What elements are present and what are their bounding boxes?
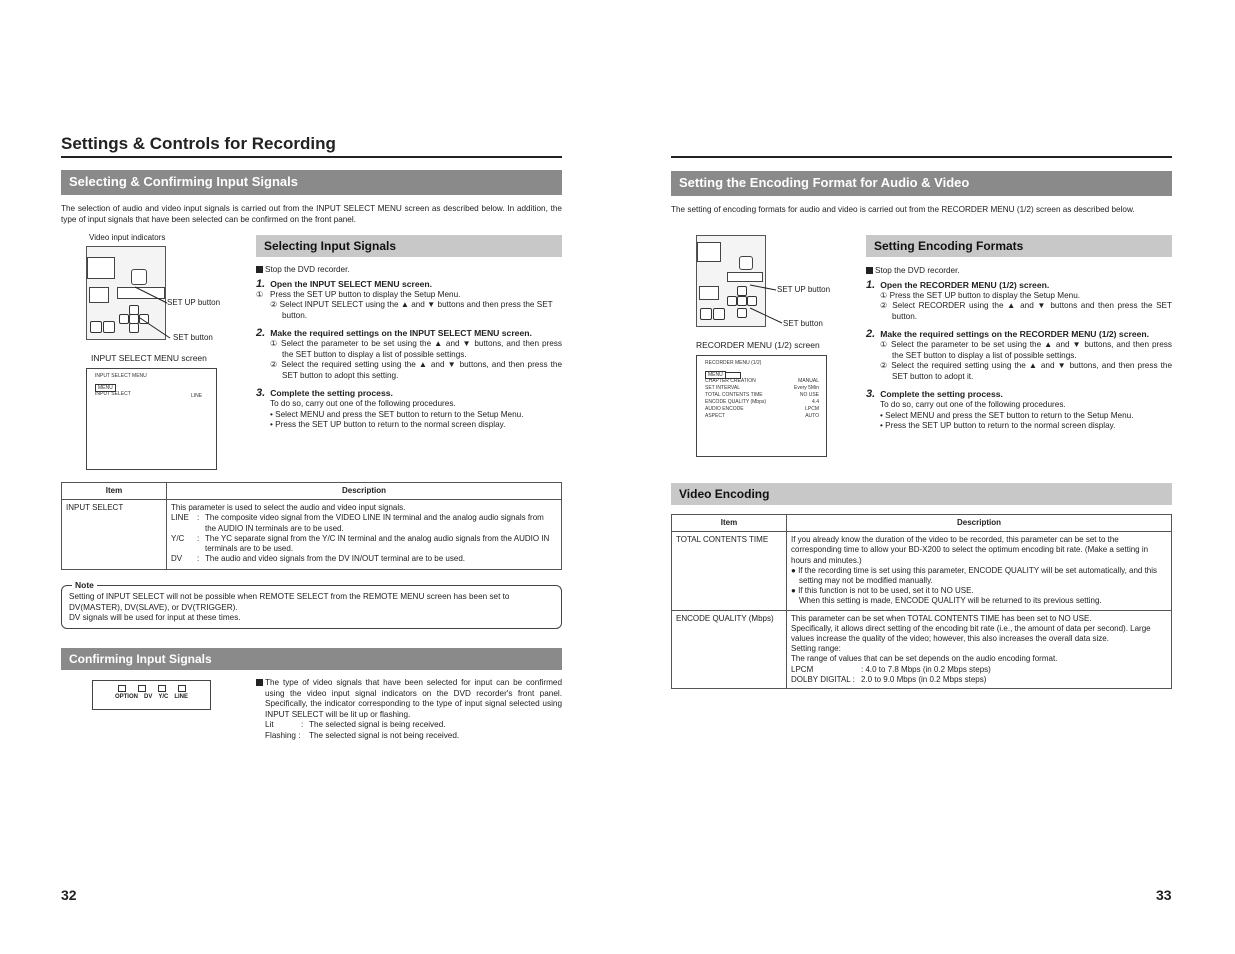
- table-desc: This parameter is used to select the audio and video input signals.: [171, 503, 406, 513]
- step3-b: Press the SET UP button to return to the normal screen display.: [885, 421, 1116, 430]
- bullet-square-icon: [256, 679, 263, 686]
- screen-title: INPUT SELECT MENU: [95, 373, 147, 379]
- screen-row-value: NO USE: [799, 392, 819, 398]
- set-button-label-right: SET button: [783, 319, 823, 328]
- step2-title: Make the required settings on the RECORDER MENU (1/2) screen.: [880, 329, 1150, 339]
- set-button-label: SET button: [173, 333, 213, 342]
- input-select-menu-screen: [86, 368, 217, 470]
- callout-lines: [130, 285, 175, 345]
- screen-row-key: AUDIO ENCODE: [705, 406, 744, 412]
- flash-value: The selected signal is not being received.: [309, 730, 460, 740]
- screen-row-key: ENCODE QUALITY (Mbps): [705, 399, 767, 405]
- lit-key: Lit: [265, 720, 274, 729]
- line-key: LINE: [171, 513, 189, 523]
- indicator-label: OPTION: [114, 694, 138, 700]
- screen-menu: MENU: [95, 384, 116, 392]
- screen-row-value: 4.4: [812, 399, 819, 405]
- page-title: Settings & Controls for Recording: [61, 134, 336, 153]
- screen-row-value: LPCM: [805, 406, 819, 412]
- confirm-text: The type of video signals that have been selected for input can be confirmed using the video input signal indicators on the DVD recorder's front panel. Specifically, the indicator corresponding to the type of input signal selected using INPUT SELECT will be lit up or flashing. Lit : The selected signal is being received. Flashing : The selected signal is not being received.: [256, 678, 562, 741]
- step1-a: Press the SET UP button to display the Setup Menu.: [270, 289, 461, 299]
- r1-b2b: When this setting is made, ENCODE QUALITY will be returned to its previous setting.: [799, 596, 1102, 606]
- r2-p2: Specifically, it allows direct setting of the encoding bit rate (i.e., the amount of data per second). Large values increase the quality of the video; however, this also increases the overall data size.: [791, 623, 1151, 644]
- table-row: TOTAL CONTENTS TIME If you already know the duration of the video to be recorded, this parameter can be set to the corresponding time to allow your BD-X200 to select the optimum encoding bit rate. (Make a setting in hours and minutes.) ● If the recording time is set using this parameter, ENCODE QUALITY will be set automatically, and this setting may not be modified manually. ● If this function is not to be used, set it to NO USE. When this setting is made, ENCODE QUALITY will be returned to its previous setting.: [672, 532, 1172, 610]
- intro-text: The selection of audio and video input signals is carried out from the INPUT SELECT MENU screen as described below. In addition, the type of input signals that have been selected can be confirmed on the front panel.: [61, 204, 562, 224]
- screen-row-value: AUTO: [805, 413, 819, 419]
- title-rule: [61, 156, 562, 158]
- table-cell-item: TOTAL CONTENTS TIME: [672, 532, 787, 610]
- step3-a: Select MENU and press the SET button to return to the Setup Menu.: [275, 409, 524, 419]
- confirm-body: The type of video signals that have been selected for input can be confirmed using the video input signal indicators on the DVD recorder's front panel. Specifically, the indicator corresponding to the type of input signal selected using INPUT SELECT will be lit up or flashing.: [265, 678, 562, 719]
- table-header-item: Item: [672, 515, 787, 532]
- r2-p1: This parameter can be set when TOTAL CONTENTS TIME has been set to NO USE.: [791, 613, 1092, 623]
- stop-text: Stop the DVD recorder.: [265, 265, 350, 274]
- stop-text: Stop the DVD recorder.: [875, 266, 960, 275]
- step2-b: Select the required setting using the ▲ and ▼ buttons, and then press the SET button to adopt this setting.: [281, 360, 562, 380]
- bullet-square-icon: [866, 267, 873, 274]
- r2-p3: Setting range:: [791, 644, 841, 654]
- lit-value: The selected signal is being received.: [309, 720, 446, 729]
- recorder-menu-screen: [696, 355, 827, 457]
- r1-b2: If this function is not to be used, set it to NO USE.: [798, 586, 974, 596]
- indicator-line-icon: [178, 685, 186, 692]
- recorder-screen-rows: [705, 378, 819, 420]
- step2-a: Select the parameter to be set using the ▲ and ▼ buttons, and then press the SET button to display a list of possible settings.: [281, 339, 562, 359]
- screen-row-key: CHAPTER CREATION: [705, 378, 756, 384]
- screen-row-key: TOTAL CONTENTS TIME: [705, 392, 763, 398]
- dolby-value: 2.0 to 9.0 Mbps (in 0.2 Mbps steps): [861, 674, 987, 684]
- r1-p1: If you already know the duration of the video to be recorded, this parameter can be set to the corresponding time to allow your BD-X200 to select the optimum encoding bit rate. (Make a setting in hours and minutes.): [791, 535, 1149, 565]
- encoding-formats-header: Setting Encoding Formats: [866, 235, 1172, 257]
- table-row: INPUT SELECT This parameter is used to select the audio and video input signals. LINE : The composite video signal from the VIDEO LINE IN terminal and the analog audio signals from the AUDIO IN terminals are to be used. Y/C : The YC separate signal from the Y/C IN terminal and the analog audio signals from the AUDIO IN terminals are to be used. DV : The audio and video signals from the DV IN/OUT terminal are to be used.: [62, 500, 562, 570]
- screen-row-key: SET INTERVAL: [705, 385, 741, 391]
- step2-title: Make the required settings on the INPUT SELECT MENU screen.: [270, 328, 532, 338]
- indicator-label: LINE: [174, 694, 189, 700]
- r2-p4: The range of values that can be set depends on the audio encoding format.: [791, 654, 1058, 664]
- dv-value: The audio and video signals from the DV IN/OUT terminal are to be used.: [205, 554, 465, 564]
- lpcm-key: LPCM: [791, 664, 814, 674]
- screen-row-value: Every 5Min: [793, 385, 819, 391]
- step1-title: Open the INPUT SELECT MENU screen.: [270, 278, 433, 289]
- step2-a: Select the parameter to be set using the ▲ and ▼ buttons, and then press the SET button to display a list of possible settings.: [891, 340, 1172, 360]
- step1-title: Open the RECORDER MENU (1/2) screen.: [880, 279, 1050, 290]
- table-row: [672, 610, 1172, 688]
- input-select-table: [61, 482, 562, 570]
- step3-a: Select MENU and press the SET button to return to the Setup Menu.: [885, 410, 1134, 420]
- bullet-square-icon: [256, 266, 263, 273]
- selecting-input-header: Selecting Input Signals: [256, 235, 562, 257]
- table-cell-item: ENCODE QUALITY (Mbps): [672, 610, 787, 688]
- line-value: The composite video signal from the VIDEO LINE IN terminal and the analog audio signals from the AUDIO IN terminals are to be used.: [205, 513, 544, 533]
- encoding-intro: The setting of encoding formats for audio and video is carried out from the RECORDER MENU (1/2) screen as described below.: [671, 205, 1135, 214]
- indicator-dv-icon: [138, 685, 146, 692]
- step3-title: Complete the setting process.: [270, 388, 393, 398]
- video-encoding-table: [671, 514, 1172, 689]
- indicator-labels: [93, 694, 210, 700]
- indicator-option-icon: [118, 685, 126, 692]
- step3-title: Complete the setting process.: [880, 389, 1003, 399]
- note-label: Note: [72, 580, 97, 590]
- setup-button-label-right: SET UP button: [777, 285, 831, 294]
- note-text-2: DV signals will be used for input at these times.: [69, 613, 241, 622]
- step2-b: Select the required setting using the ▲ and ▼ buttons, and then press the SET button to adopt it.: [891, 361, 1172, 381]
- screen-value: LINE: [191, 393, 203, 399]
- screen-item: INPUT SELECT: [95, 391, 131, 397]
- step3-intro: To do so, carry out one of the following procedures.: [270, 399, 456, 408]
- indicator-yc-icon: [158, 685, 166, 692]
- setup-button-label: SET UP button: [167, 298, 221, 307]
- confirming-header: Confirming Input Signals: [61, 648, 562, 670]
- title-rule-right: [671, 156, 1172, 158]
- r1-b1: If the recording time is set using this parameter, ENCODE QUALITY will be set automatically, and this setting may not be modified manually.: [798, 565, 1158, 586]
- dv-key: DV: [171, 554, 183, 564]
- indicator-lights: [93, 685, 210, 692]
- dolby-key: DOLBY DIGITAL :: [791, 674, 855, 684]
- note-box: [61, 580, 562, 629]
- indicator-label: DV: [143, 694, 153, 700]
- table-header-desc: Description: [167, 483, 562, 500]
- video-encoding-header: Video Encoding: [671, 483, 1172, 505]
- recorder-screen-menu: MENU: [705, 371, 726, 379]
- note-text: Setting of INPUT SELECT will not be possible when REMOTE SELECT from the REMOTE MENU screen has been set to DV(MASTER), DV(SLAVE), or DV(TRIGGER).: [69, 592, 510, 612]
- recorder-screen-caption: RECORDER MENU (1/2) screen: [696, 340, 820, 350]
- page-number-left: 32: [61, 887, 77, 903]
- table-header-item: Item: [62, 483, 167, 500]
- step3-b: Press the SET UP button to return to the normal screen display.: [275, 420, 506, 429]
- indicator-panel: [92, 680, 211, 710]
- table-cell-item: INPUT SELECT: [62, 500, 167, 570]
- video-indicators-label: Video input indicators: [89, 233, 166, 242]
- flash-key: Flashing :: [265, 730, 301, 740]
- section-header: Selecting & Confirming Input Signals: [61, 170, 562, 195]
- page-number-right: 33: [1156, 887, 1172, 903]
- step3-intro: To do so, carry out one of the following procedures.: [880, 400, 1066, 409]
- step1-b: Select INPUT SELECT using the ▲ and ▼ buttons and then press the SET button.: [279, 300, 553, 320]
- yc-key: Y/C: [171, 533, 185, 543]
- step1-b: Select RECORDER using the ▲ and ▼ buttons and then press the SET button.: [892, 301, 1172, 321]
- step1-a: Press the SET UP button to display the Setup Menu.: [889, 290, 1081, 300]
- screen-row-value: MANUAL: [798, 378, 819, 384]
- lpcm-value: : 4.0 to 7.8 Mbps (in 0.2 Mbps steps): [861, 664, 991, 674]
- table-header-desc: Description: [787, 515, 1172, 532]
- indicator-label: Y/C: [158, 694, 169, 700]
- selecting-steps: Stop the DVD recorder. 1. Open the INPUT SELECT MENU screen. ① Press the SET UP button to display the Setup Menu. ② Select INPUT SELECT using the ▲ and ▼ buttons and then press the SET button. 2. Make the required settings on the INPUT SELECT MENU screen. ① Select the parameter to be set using the ▲ and ▼ buttons, and then press the SET button to display a list of possible settings. ② Select the required setting using the ▲ and ▼ buttons, and then press the SET button to adopt this setting. 3. Complete the setting process. To do so, carry out one of the following procedures. • Select MENU and press the SET button to return to the Setup Menu. • Press the SET UP button to return to the normal screen display.: [256, 265, 562, 429]
- yc-value: The YC separate signal from the Y/C IN terminal and the analog audio signals from the AUDIO IN terminals are to be used.: [205, 533, 550, 554]
- recorder-screen-title: RECORDER MENU (1/2): [705, 360, 762, 366]
- encoding-section-header: Setting the Encoding Format for Audio & Video: [671, 171, 1172, 196]
- screen-caption: INPUT SELECT MENU screen: [91, 353, 207, 363]
- screen-row-key: ASPECT: [705, 413, 726, 419]
- encoding-steps: Stop the DVD recorder. 1. Open the RECORDER MENU (1/2) screen. ① Press the SET UP button to display the Setup Menu. ② Select RECORDER using the ▲ and ▼ buttons and then press the SET button. 2. Make the required settings on the RECORDER MENU (1/2) screen. ① Select the parameter to be set using the ▲ and ▼ buttons, and then press the SET button to display a list of possible settings. ② Select the required setting using the ▲ and ▼ buttons, and then press the SET button to adopt it. 3. Complete the setting process. To do so, carry out one of the following procedures. • Select MENU and press the SET button to return to the Setup Menu. • Press the SET UP button to return to the normal screen display.: [866, 266, 1172, 430]
